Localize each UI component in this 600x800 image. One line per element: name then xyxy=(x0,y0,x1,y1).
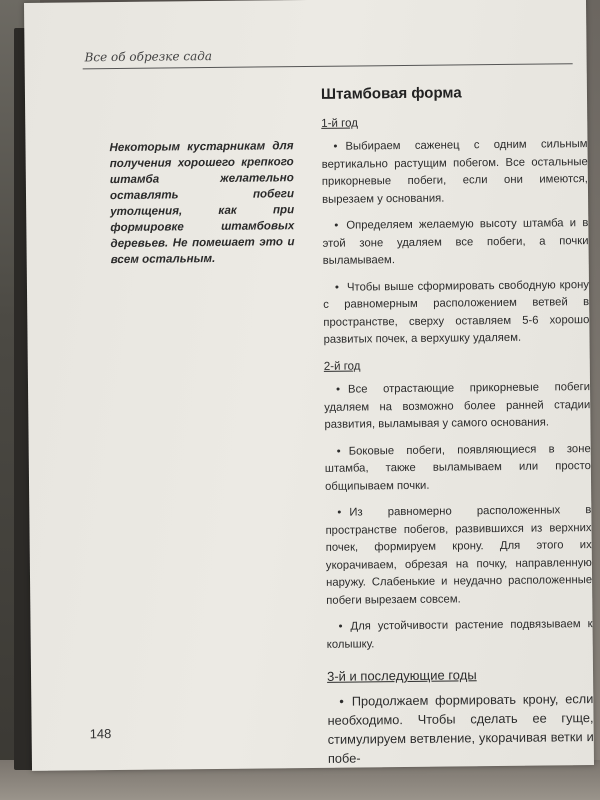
paragraph: • Боковые побеги, появляющиеся в зоне штамба, также выламываем или просто общипываем почки. xyxy=(324,442,591,493)
bullet-glyph: • xyxy=(334,219,339,232)
running-head: Все об обрезке сада xyxy=(84,48,213,65)
book-page xyxy=(24,0,594,771)
page-number: 148 xyxy=(89,726,112,742)
bullet-glyph: • xyxy=(339,693,344,709)
bullet-glyph: • xyxy=(338,620,343,633)
subheading-year-2: 2-й год xyxy=(323,359,361,373)
bullet-glyph: • xyxy=(337,506,342,519)
subheading-year-1: 1-й год xyxy=(321,116,358,130)
paragraph: • Продолжаем формировать крону, если необходимо. Чтобы сделать ее гуще, стимулируем ветвление, укорачивая ветки и побе- xyxy=(327,690,594,766)
bullet-glyph: • xyxy=(335,383,341,396)
bullet-glyph: • xyxy=(334,281,340,294)
subheading-year-3: 3-й и последующие годы xyxy=(326,667,477,684)
section-title: Штамбовая форма xyxy=(320,84,462,103)
paragraph: • Определяем желаемую высоту штамба и в этой зоне удаляем все побеги, а почки выламываем. xyxy=(322,217,589,267)
paragraph: • Чтобы выше сформировать свободную крону с равномерным расположением ветвей в пространстве, сверху оставляем 5-6 хорошо развитых почек, а верхушку удаляем. xyxy=(323,278,590,346)
paragraph: • Для устойчивости растение подвязываем к колышку. xyxy=(326,618,593,651)
sidenote: Некоторым кустарникам для получения хорошего крепкого штамба желательно оставлять побеги утолщения, как при формировке штамбовых деревьев. Не помешает это и всем остальным. xyxy=(109,139,295,267)
main-column xyxy=(307,83,594,776)
bullet-glyph: • xyxy=(336,445,341,458)
bullet-glyph: • xyxy=(333,140,338,153)
paragraph: • Из равномерно расположенных в пространстве побегов, развившихся из верхних почек, формируем крону. Для этого их укорачиваем, обрезая на почку, направленную наружу. Слабенькие и неудачно расположенные побеги вырезаем совсем. xyxy=(325,504,593,607)
paragraph: • Все отрастающие прикорневые побеги удаляем на возможно более ранней стадии развития, выламывая у самого основания. xyxy=(324,381,591,431)
header-rule xyxy=(83,63,573,69)
paragraph: • Выбираем саженец с одним сильным вертикально растущим побегом. Все остальные прикорневые побеги, если они имеются, вырезаем у основания. xyxy=(321,138,588,206)
